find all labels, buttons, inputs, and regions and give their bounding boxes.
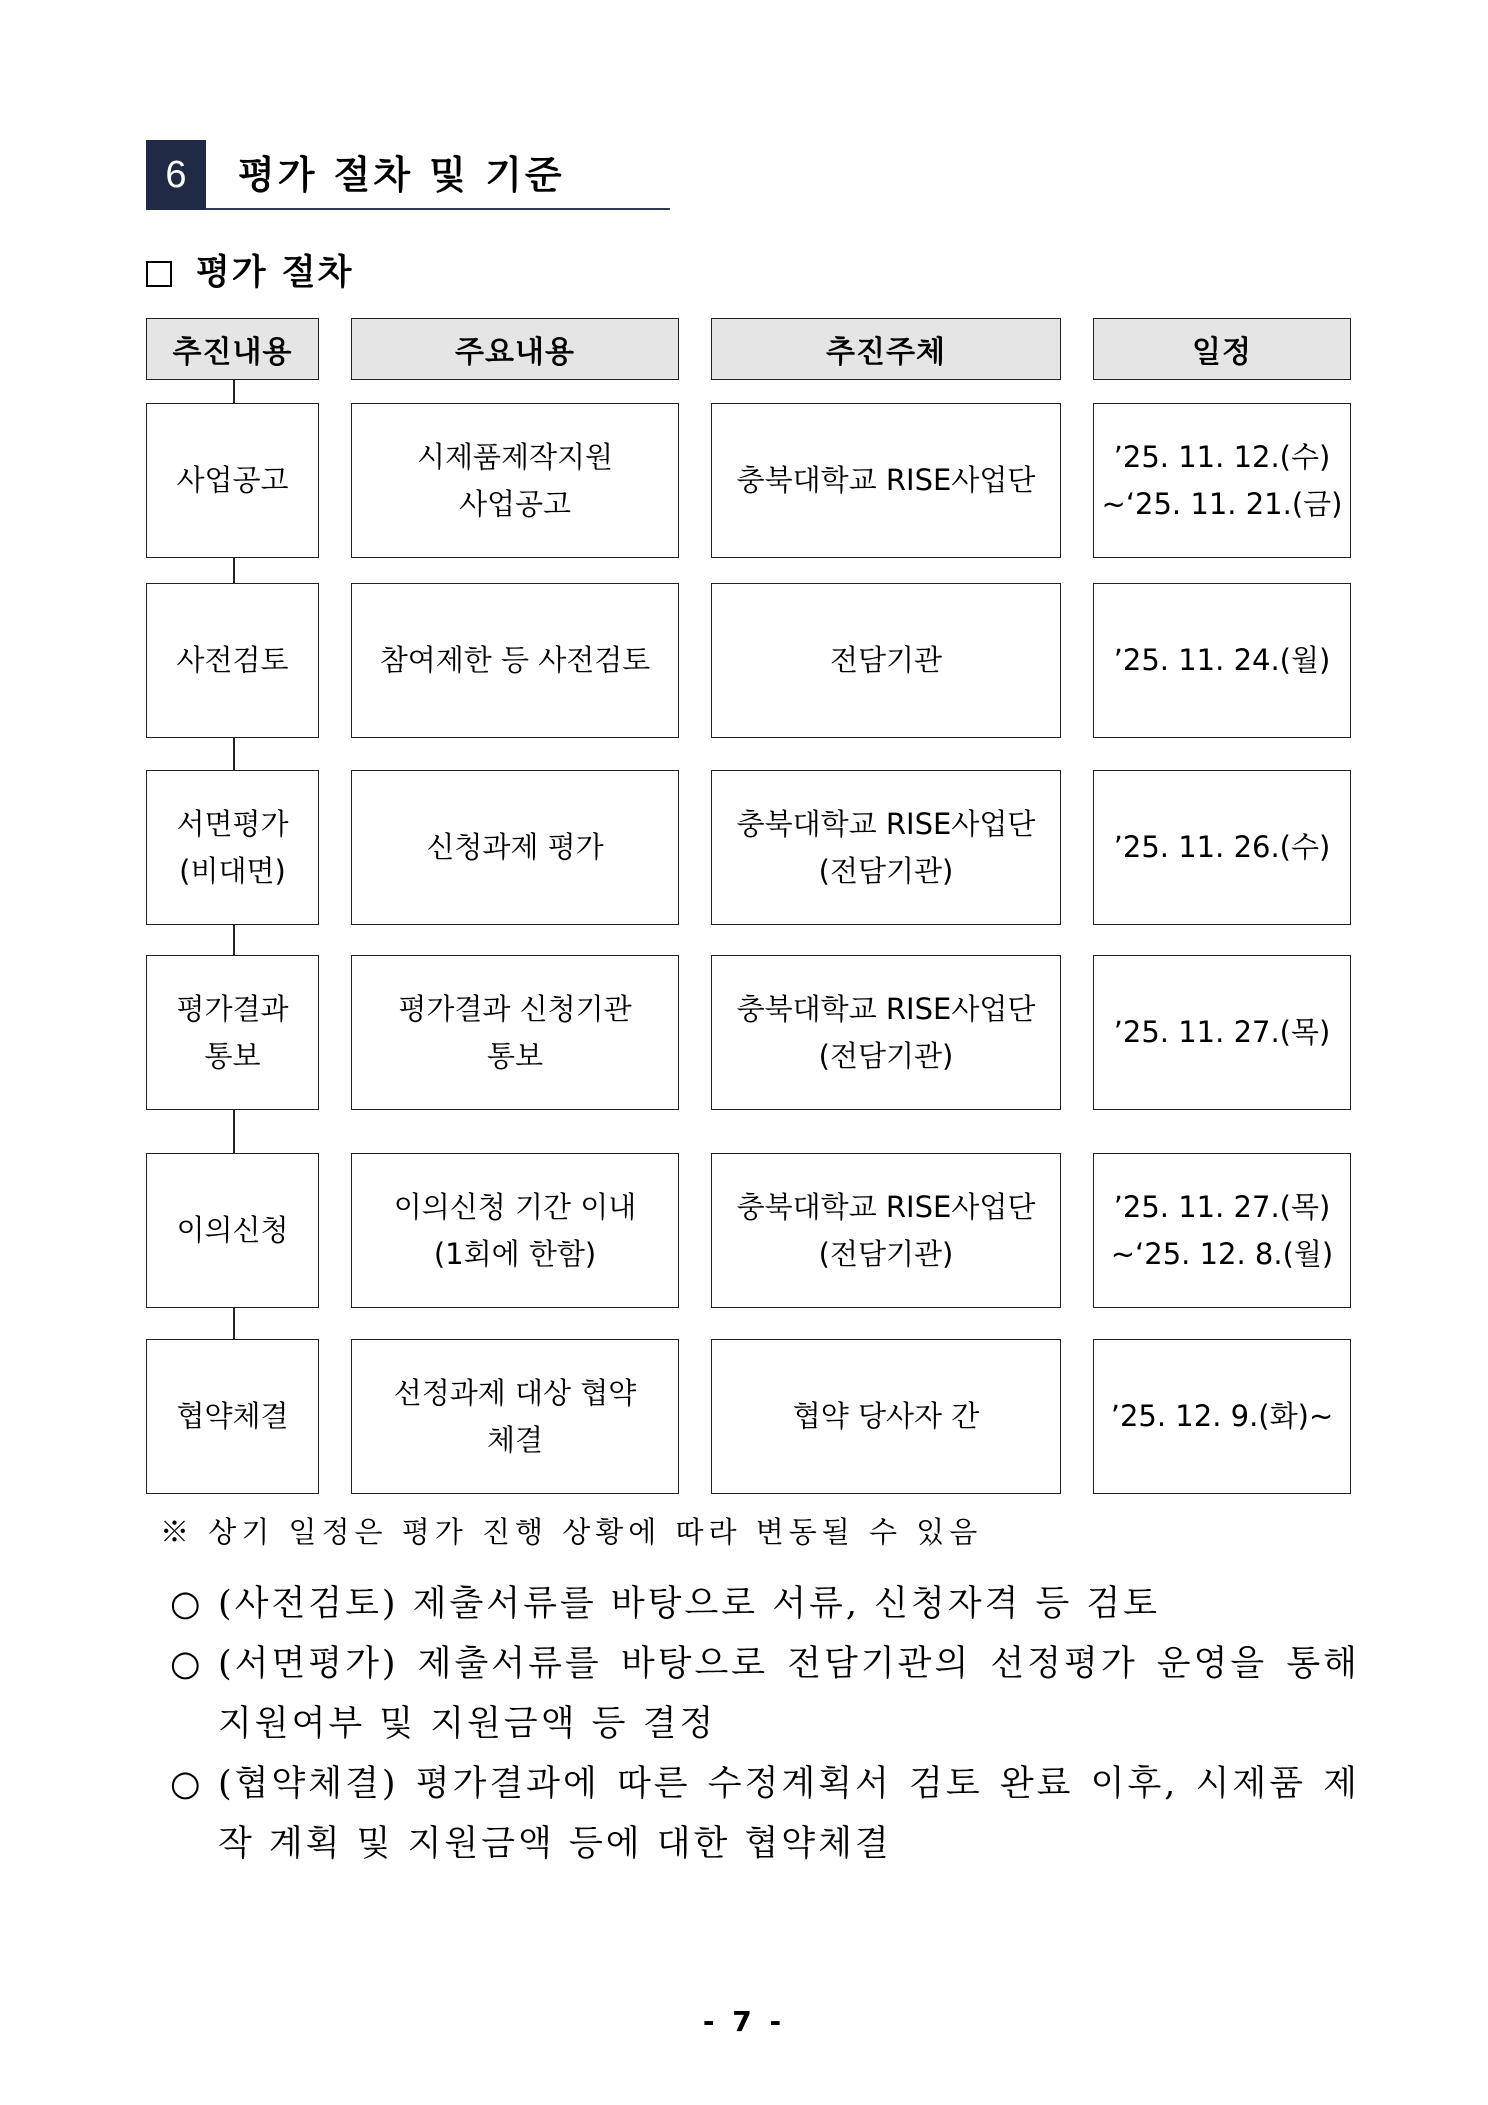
page-number: - 7 - (702, 2005, 786, 2038)
flow-connector (233, 1308, 235, 1339)
cell-text: 평가결과 신청기관 통보 (398, 991, 632, 1073)
cell-step (146, 1339, 319, 1494)
cell-text: ’25. 11. 26.(수) (1113, 830, 1331, 864)
cell-step (146, 1153, 319, 1308)
cell-text: 사업공고 (176, 463, 289, 497)
cell-content (351, 1153, 679, 1308)
section-underline (206, 208, 670, 210)
cell-text: 충북대학교 RISE사업단 (736, 463, 1036, 497)
cell-content (351, 583, 679, 738)
cell-content (351, 770, 679, 925)
cell-step (146, 403, 319, 558)
cell-schedule (1093, 770, 1351, 925)
cell-text: ’25. 12. 9.(화)~ (1110, 1399, 1334, 1433)
flow-connector (233, 1110, 235, 1153)
cell-step (146, 583, 319, 738)
cell-text: ’25. 11. 12.(수) ~‘25. 11. 21.(금) (1101, 439, 1343, 521)
cell-content (351, 955, 679, 1110)
cell-text: 참여제한 등 사전검토 (379, 643, 651, 677)
cell-step (146, 955, 319, 1110)
cell-schedule (1093, 403, 1351, 558)
header-content: 주요내용 (351, 318, 679, 380)
bullet-document-review (170, 1634, 1360, 1754)
section-number: 6 (146, 140, 206, 210)
cell-owner (711, 770, 1061, 925)
cell-text: ’25. 11. 27.(목) (1113, 1015, 1331, 1049)
bullet-mark: ○ (170, 1644, 204, 1684)
bullet-mark: ○ (170, 1764, 204, 1804)
cell-schedule (1093, 1153, 1351, 1308)
cell-owner (711, 955, 1061, 1110)
cell-text: 이의신청 (176, 1213, 289, 1247)
bullet-mark: ○ (170, 1584, 204, 1624)
flow-connector (233, 738, 235, 770)
cell-schedule (1093, 955, 1351, 1110)
cell-owner (711, 403, 1061, 558)
cell-text: 충북대학교 RISE사업단 (전담기관) (736, 991, 1036, 1073)
cell-text: 협약 당사자 간 (792, 1399, 980, 1433)
cell-text: 선정과제 대상 협약 체결 (393, 1375, 637, 1457)
cell-owner (711, 1339, 1061, 1494)
cell-content (351, 403, 679, 558)
header-step: 추진내용 (146, 318, 319, 380)
bullet-text: (사전검토) 제출서류를 바탕으로 서류, 신청자격 등 검토 (218, 1584, 1161, 1624)
cell-text: 사전검토 (176, 643, 289, 677)
subsection-title: 평가 절차 (196, 253, 354, 293)
cell-text: 이의신청 기간 이내 (1회에 한함) (393, 1189, 637, 1271)
cell-text: ’25. 11. 27.(목) ~‘25. 12. 8.(월) (1110, 1189, 1334, 1271)
flow-connector (233, 925, 235, 955)
cell-text: 충북대학교 RISE사업단 (전담기관) (736, 1189, 1036, 1271)
cell-step (146, 770, 319, 925)
bullet-text: (서면평가) 제출서류를 바탕으로 전담기관의 선정평가 운영을 통해 지원여부 및 지원금액 등 결정 (218, 1644, 1360, 1744)
cell-text: 시제품제작지원 사업공고 (416, 439, 614, 521)
section-header (146, 140, 670, 210)
cell-schedule (1093, 1339, 1351, 1494)
subsection-header (146, 248, 353, 298)
flow-connector (233, 380, 235, 403)
schedule-note: ※ 상기 일정은 평가 진행 상황에 따라 변동될 수 있음 (160, 1515, 983, 1549)
flow-connector (233, 558, 235, 583)
cell-text: 협약체결 (176, 1399, 289, 1433)
bullet-prereview (170, 1574, 1360, 1634)
cell-text: 평가결과 통보 (176, 991, 289, 1073)
cell-text: 전담기관 (829, 643, 943, 677)
bullet-text: (협약체결) 평가결과에 따른 수정계획서 검토 완료 이후, 시제품 제작 계획 및 지원금액 등에 대한 협약체결 (218, 1764, 1360, 1864)
checkbox-square-icon (146, 261, 172, 287)
cell-owner (711, 1153, 1061, 1308)
cell-text: 서면평가 (비대면) (176, 806, 289, 888)
cell-owner (711, 583, 1061, 738)
cell-text: 충북대학교 RISE사업단 (전담기관) (736, 806, 1036, 888)
header-schedule: 일정 (1093, 318, 1351, 380)
cell-text: 신청과제 평가 (426, 830, 604, 864)
cell-schedule (1093, 583, 1351, 738)
bullet-agreement (170, 1754, 1360, 1874)
cell-text: ’25. 11. 24.(월) (1113, 643, 1331, 677)
cell-content (351, 1339, 679, 1494)
header-owner: 추진주체 (711, 318, 1061, 380)
section-title: 평가 절차 및 기준 (238, 153, 565, 197)
